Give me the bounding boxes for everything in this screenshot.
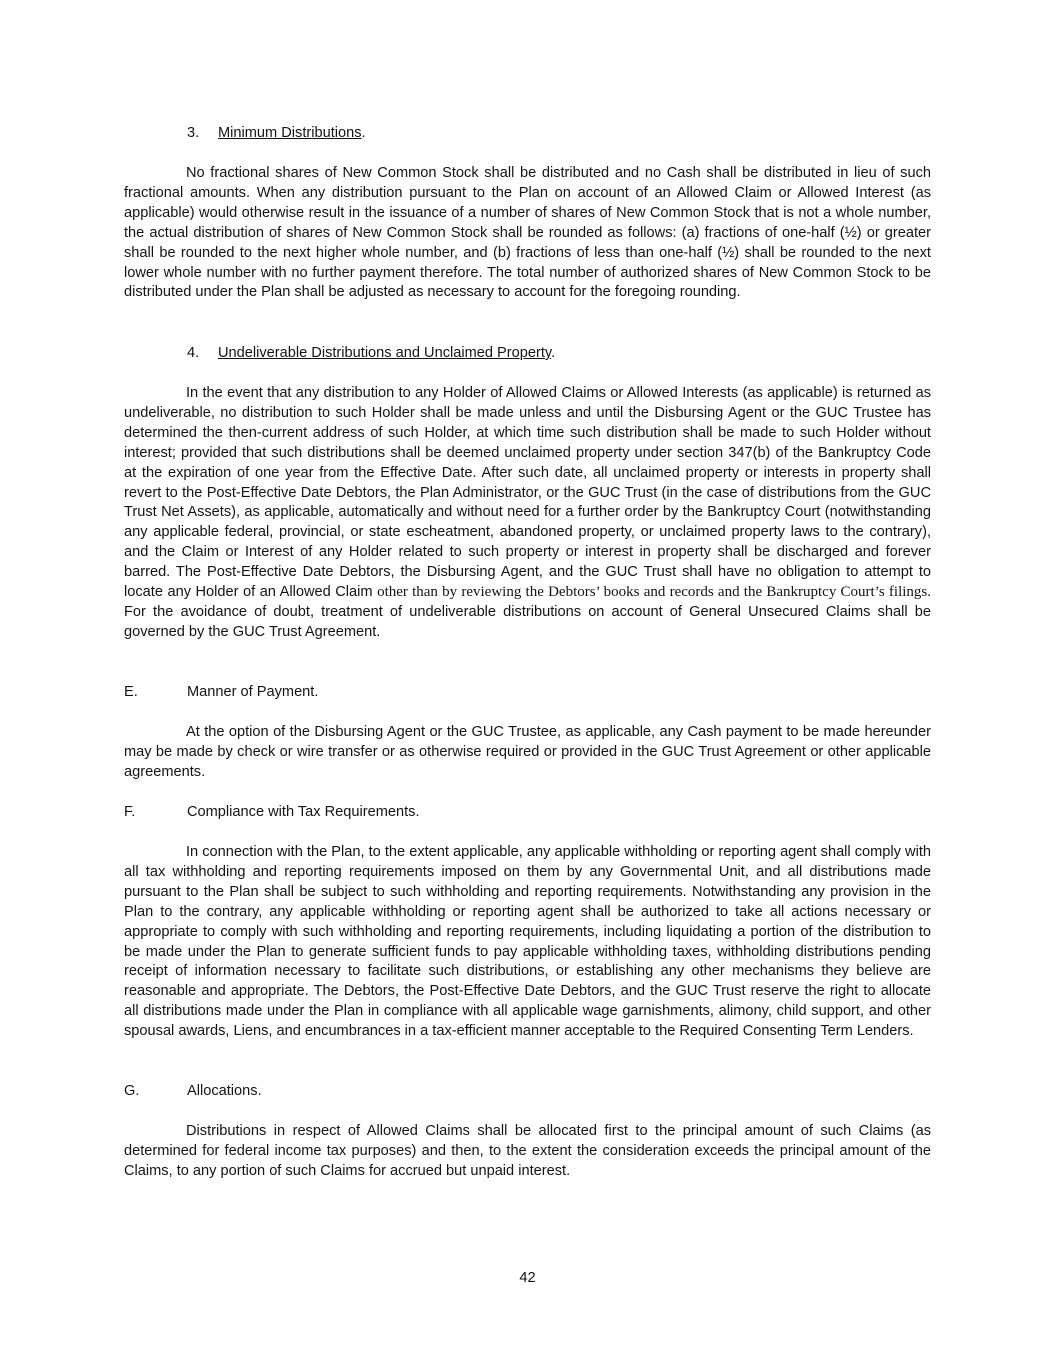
section-heading-tax-requirements xyxy=(124,803,420,823)
section-title-suffix: . xyxy=(551,345,556,361)
paragraph-tax-requirements xyxy=(124,843,931,1042)
paragraph-minimum-distributions xyxy=(124,164,931,303)
section-heading-undeliverable-distributions xyxy=(187,344,555,364)
paragraph-undeliverable-distributions xyxy=(124,384,931,643)
paragraph-text: No fractional shares of New Common Stock shall be distributed and no Cash shall be distributed in lieu of such fractional amounts. When any distribution pursuant to the Plan on account of an Allowed Claim or Allowed Interest (as applicable) would otherwise result in the issuance of a number of shares of New Common Stock that is not a whole number, the actual distribution of shares of New Common Stock shall be rounded as follows: (a) fractions of one-half (½) or greater shall be rounded to the next higher whole number, and (b) fractions of less than one-half (½) shall be rounded to the next lower whole number with no further payment therefore. The total number of authorized shares of New Common Stock to be distributed under the Plan shall be adjusted as necessary to account for the foregoing rounding. xyxy=(124,165,931,301)
section-heading-allocations xyxy=(124,1082,262,1102)
section-number: 4. xyxy=(187,345,200,361)
section-title: Compliance with Tax Requirements. xyxy=(187,804,420,820)
section-number: 3. xyxy=(187,125,200,141)
section-heading-manner-of-payment xyxy=(124,683,318,703)
section-letter: F. xyxy=(124,804,136,820)
paragraph-text-part3: For the avoidance of doubt, treatment of undeliverable distributions on account of General Unsecured Claims shall be governed by the GUC Trust Agreement. xyxy=(124,603,931,640)
paragraph-text: In connection with the Plan, to the extent applicable, any applicable withholding or reporting agent shall comply with all tax withholding and reporting requirements imposed on them by any Governmental Unit, and all distributions made pursuant to the Plan shall be subject to such withholding and reporting requirements. Notwithstanding any provision in the Plan to the contrary, any applicable withholding or reporting agent shall be authorized to take all actions necessary or appropriate to comply with such withholding and reporting requirements, including liquidating a portion of the distribution to be made under the Plan to generate sufficient funds to pay applicable withholding taxes, withholding distributions pending receipt of information necessary to facilitate such distributions, or establishing any other mechanisms they believe are reasonable and appropriate. The Debtors, the Post-Effective Date Debtors, and the GUC Trust reserve the right to allocate all distributions made under the Plan in compliance with all applicable wage garnishments, alimony, child support, and other spousal awards, Liens, and encumbrances in a tax-efficient manner acceptable to the Required Consenting Term Lenders. xyxy=(124,844,931,1040)
section-letter: E. xyxy=(124,684,138,700)
paragraph-text xyxy=(124,384,931,643)
paragraph-text: At the option of the Disbursing Agent or the GUC Trustee, as applicable, any Cash payment to be made hereunder may be made by check or wire transfer or as otherwise required or provided in the GUC Trust Agreement or other applicable agreements. xyxy=(124,724,931,780)
section-letter: G. xyxy=(124,1083,140,1099)
paragraph-allocations xyxy=(124,1122,931,1182)
paragraph-text: Distributions in respect of Allowed Claims shall be allocated first to the principal amount of such Claims (as determined for federal income tax purposes) and then, to the extent the consideration exceeds the principal amount of the Claims, to any portion of such Claims for accrued but unpaid interest. xyxy=(124,1123,931,1179)
section-title: Allocations. xyxy=(187,1083,262,1099)
paragraph-text-part2: other than by reviewing the Debtors’ books and records and the Bankruptcy Court’s filings. xyxy=(377,584,931,601)
section-title: Manner of Payment. xyxy=(187,684,319,700)
section-title: Undeliverable Distributions and Unclaimed Property xyxy=(218,345,552,361)
page-number: 42 xyxy=(519,1270,536,1286)
section-heading-minimum-distributions xyxy=(187,124,366,144)
paragraph-manner-of-payment xyxy=(124,723,931,783)
section-title: Minimum Distributions xyxy=(218,125,362,141)
section-title-suffix: . xyxy=(361,125,366,141)
paragraph-text-part1: In the event that any distribution to any Holder of Allowed Claims or Allowed Interests (as applicable) is returned as undeliverable, no distribution to such Holder shall be made unless and until the Disbursing Agent or the GUC Trustee has determined the then-current address of such Holder, at which time such distribution shall be made to such Holder without interest; provided that such distributions shall be deemed unclaimed property under section 347(b) of the Bankruptcy Code at the expiration of one year from the Effective Date. After such date, all unclaimed property or interests in property shall revert to the Post-Effective Date Debtors, the Plan Administrator, or the GUC Trust (in the case of distributions from the GUC Trust Net Assets), as applicable, automatically and without need for a further order by the Bankruptcy Court (notwithstanding any applicable federal, provincial, or state escheatment, abandoned property, or unclaimed property laws to the contrary), and the Claim or Interest of any Holder related to such property or interest in property shall be discharged and forever barred. The Post-Effective Date Debtors, the Disbursing Agent, and the GUC Trust shall have no obligation to attempt to locate any Holder of an Allowed Claim xyxy=(124,385,931,601)
